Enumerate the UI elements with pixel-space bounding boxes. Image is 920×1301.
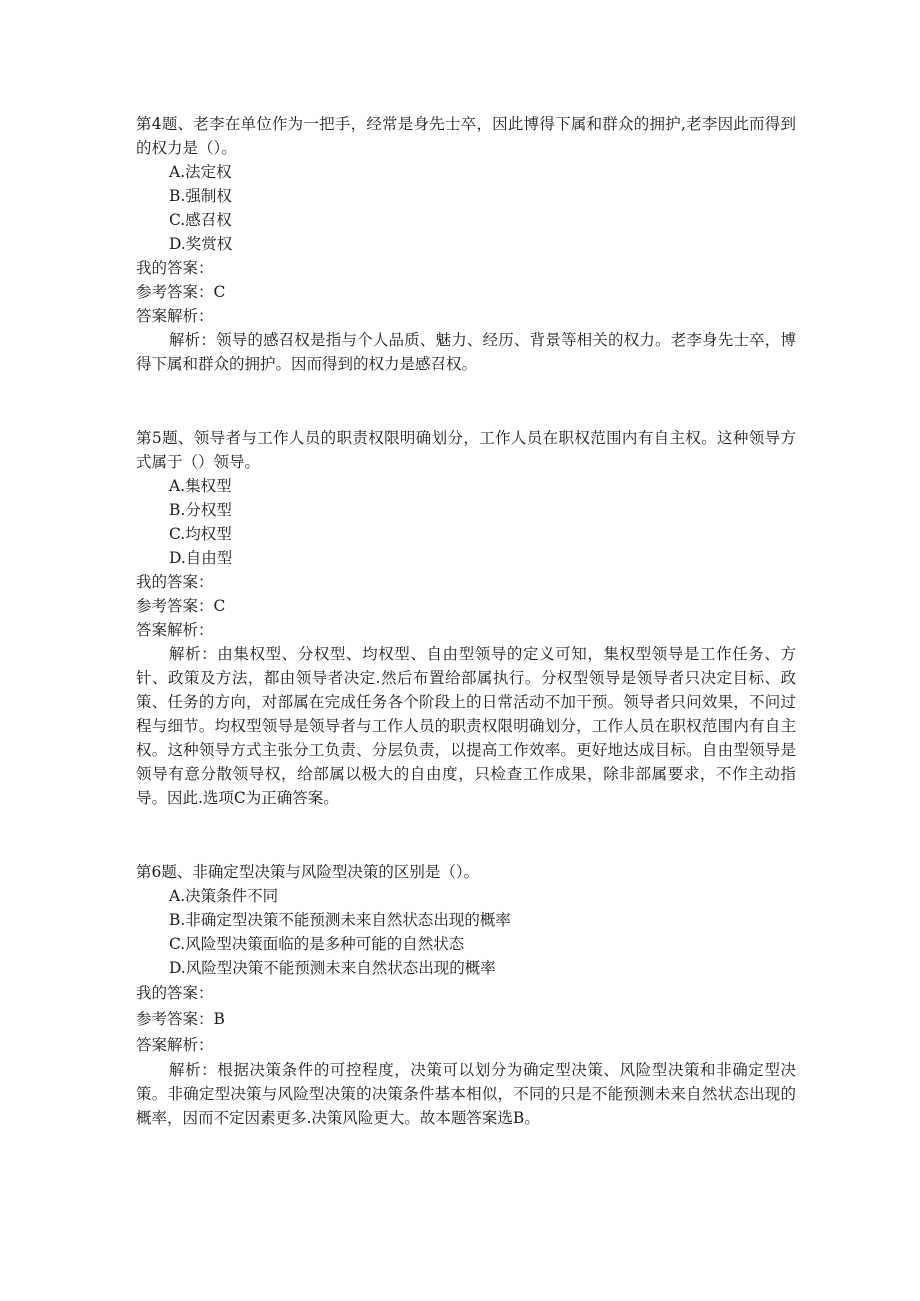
question-5 (136, 426, 796, 810)
option-list (136, 160, 796, 256)
option-c: C.均权型 (169, 525, 232, 543)
option-list (136, 884, 796, 980)
explanation-label: 答案解析： (136, 621, 214, 639)
explanation-text: 解析：领导的感召权是指与个人品质、魅力、经历、背景等相关的权力。老李身先士卒，博得下属和群众的拥护。因而得到的权力是感召权。 (136, 331, 796, 373)
option-d: D.奖赏权 (169, 235, 233, 253)
option-d: D.自由型 (169, 549, 233, 567)
option-list (136, 474, 796, 570)
explanation-label: 答案解析： (136, 1036, 214, 1054)
option-c: C.风险型决策面临的是多种可能的自然状态 (169, 935, 465, 953)
option-b: B.分权型 (169, 501, 232, 519)
option-a: A.法定权 (169, 163, 232, 181)
option-c: C.感召权 (169, 211, 232, 229)
document-page (136, 112, 796, 1130)
question-text: 第4题、老李在单位作为一把手，经常是身先士卒，因此博得下属和群众的拥护,老李因此而得到的权力是（）。 (136, 115, 796, 157)
my-answer-label: 我的答案： (136, 984, 214, 1002)
question-text: 第5题、领导者与工作人员的职责权限明确划分，工作人员在职权范围内有自主权。这种领导方式属于（）领导。 (136, 429, 796, 471)
reference-answer: 参考答案：C (136, 283, 226, 301)
explanation-text: 解析：由集权型、分权型、均权型、自由型领导的定义可知，集权型领导是工作任务、方针、政策及方法，都由领导者决定.然后布置给部属执行。分权型领导是领导者只决定目标、政策、任务的方向，对部属在完成任务各个阶段上的日常活动不加干预。领导者只问效果，不问过程与细节。均权型领导是领导者与工作人员的职责权限明确划分，工作人员在职权范围内有自主权。这种领导方式主张分工负责、分层负责，以提高工作效率。更好地达成目标。自由型领导是领导有意分散领导权，给部属以极大的自由度，只检查工作成果，除非部属要求，不作主动指导。因此.选项C为正确答案。 (136, 645, 796, 807)
question-text: 第6题、非确定型决策与风险型决策的区别是（）。 (136, 863, 480, 881)
option-a: A.决策条件不同 (169, 887, 279, 905)
question-4 (136, 112, 796, 376)
option-b: B.强制权 (169, 187, 232, 205)
my-answer-label: 我的答案： (136, 259, 214, 277)
explanation-text: 解析：根据决策条件的可控程度，决策可以划分为确定型决策、风险型决策和非确定型决策。非确定型决策与风险型决策的决策条件基本相似，不同的只是不能预测未来自然状态出现的概率，因而不定因素更多.决策风险更大。故本题答案选B。 (136, 1061, 796, 1127)
option-b: B.非确定型决策不能预测未来自然状态出现的概率 (169, 911, 511, 929)
option-a: A.集权型 (169, 477, 232, 495)
question-6 (136, 860, 796, 1130)
explanation-label: 答案解析： (136, 307, 214, 325)
reference-answer: 参考答案：C (136, 597, 226, 615)
option-d: D.风险型决策不能预测未来自然状态出现的概率 (169, 959, 496, 977)
my-answer-label: 我的答案： (136, 573, 214, 591)
reference-answer: 参考答案：B (136, 1010, 225, 1028)
